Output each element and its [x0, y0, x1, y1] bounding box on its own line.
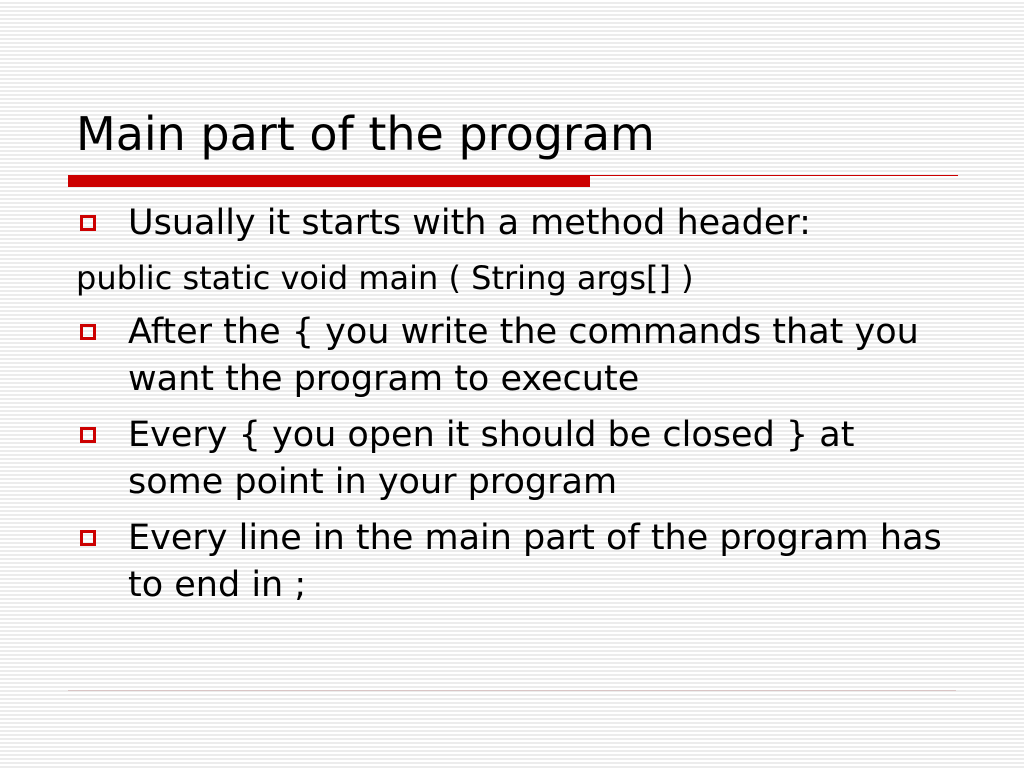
- title-underline-thin: [590, 175, 958, 176]
- hollow-square-icon: [80, 427, 96, 443]
- hollow-square-icon: [80, 215, 96, 231]
- code-line: public static void main ( String args[] ): [76, 259, 694, 297]
- bullet-item: [76, 412, 956, 506]
- bullet-text: Usually it starts with a method header:: [128, 203, 811, 243]
- bullet-text: Every line in the main part of the program has to end in ;: [128, 518, 942, 605]
- hollow-square-icon: [80, 530, 96, 546]
- footer-divider: [68, 690, 956, 691]
- slide-title: Main part of the program: [76, 107, 655, 161]
- bullet-text: Every { you open it should be closed } at some point in your program: [128, 415, 855, 502]
- title-underline-thick: [68, 175, 590, 187]
- hollow-square-icon: [80, 324, 96, 340]
- bullet-item: [76, 309, 956, 403]
- bullet-item: [76, 515, 956, 609]
- bullet-text: After the { you write the commands that you want the program to execute: [128, 312, 919, 399]
- bullet-item: [76, 200, 956, 247]
- slide-content: [76, 200, 956, 618]
